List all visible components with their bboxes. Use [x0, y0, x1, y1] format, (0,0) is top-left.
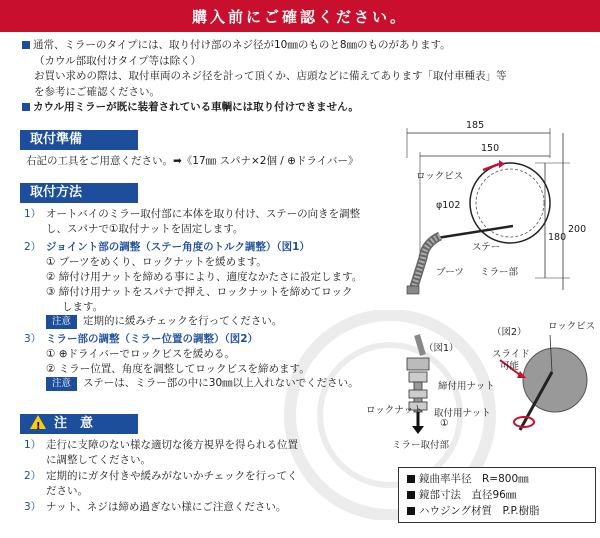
step-heading: ジョイント部の調整（ステー角度のトルク調整）（図1） — [46, 241, 310, 253]
intro-line: カウル用ミラーが既に装着されている車輌には取り付けできません。 — [33, 101, 359, 113]
fig2-label: （図2） — [492, 327, 527, 338]
step-text: オートバイのミラー取付部に本体を取り付け、ステーの向きを調整 — [46, 208, 361, 220]
step-2-item-1: ① ブーツをめくり、ロックナットを緩めます。 — [46, 256, 267, 268]
label-mount-nut: 取付用ナット — [434, 408, 491, 419]
step-heading: ミラー部の調整（ミラー位置の調整）（図2） — [46, 333, 259, 345]
dim-150: 150 — [481, 143, 500, 154]
caution-number: 3） — [24, 501, 42, 513]
section-header-caution — [20, 414, 138, 434]
label-possible: 可能 — [500, 361, 520, 372]
warning-icon — [30, 415, 46, 429]
dim-185: 185 — [466, 120, 485, 131]
intro-line: お買い求めの際は、取付車両のネジ径を計って頂くか、店頭などに備えてあります「取付車種表」等 — [34, 70, 507, 82]
spec-material: ハウジング材質 P.P.樹脂 — [419, 505, 540, 517]
label-circle-1: ① — [440, 418, 449, 429]
step-number: 3） — [24, 333, 42, 345]
step-number: 2） — [24, 241, 42, 253]
dim-200: 200 — [568, 224, 587, 235]
caution-number: 1） — [24, 439, 42, 451]
page-title: 購入前にご確認ください。 — [191, 7, 408, 26]
label-slide: スライド — [492, 349, 530, 360]
note-1 — [46, 314, 282, 329]
note-2 — [46, 376, 359, 391]
step-2-item-3: ③ 締付け用ナットをスパナで押え、ロックナットを締めてロック — [46, 286, 353, 298]
step-3-item-1: ① ⊕ドライバーでロックビスを緩める。 — [46, 348, 235, 360]
fig1-label: （図1） — [424, 343, 459, 354]
section-header-prep: 取付準備 — [20, 130, 138, 150]
label-tighten-nut: 締付用ナット — [438, 381, 495, 392]
step-2-item-3-cont: します。 — [62, 301, 104, 313]
step-2-item-2: ② 締付け用ナットを締める事により、適度なかたさに設定します。 — [46, 271, 363, 283]
bullet-icon — [22, 41, 30, 49]
bullet-icon — [407, 475, 415, 483]
dim-180: 180 — [548, 232, 567, 243]
label-mirror-mount: ミラー取付部 — [392, 440, 450, 451]
bullet-icon — [22, 103, 30, 111]
caution-number: 2） — [24, 470, 42, 482]
step-1-cont: し、スパナで①取付ナットを固定します。 — [46, 223, 244, 235]
caution-1-cont: に調整してください。 — [46, 454, 151, 466]
label-diameter: φ102 — [436, 200, 461, 211]
caution-title: 注 意 — [54, 416, 94, 431]
note-text: ステーは、ミラー部の中に30㎜以上入れないでください。 — [83, 377, 359, 389]
section-header-method: 取付方法 — [20, 183, 138, 203]
label-lock-screw: ロックビス — [416, 171, 464, 182]
note-tag: 注意 — [46, 315, 77, 329]
label-boots: ブーツ — [436, 267, 464, 278]
bullet-icon — [407, 491, 415, 499]
caution-text: ナット、ネジは締め過ぎない様にご注意ください。 — [46, 501, 287, 513]
bullet-icon — [407, 507, 415, 515]
spec-curvature: 鏡曲率半径 R=800㎜ — [419, 473, 529, 485]
label-lock-nut: ロックナット — [366, 405, 423, 416]
label-mirror-part: ミラー部 — [480, 267, 519, 278]
step-number: 1） — [24, 208, 42, 220]
label-lock-screw-fig2: ロックビス — [548, 321, 596, 332]
note-tag: 注意 — [46, 377, 77, 391]
step-2 — [24, 240, 310, 255]
label-stay: ステー — [472, 242, 501, 253]
spec-diameter: 鏡部寸法 直径96㎜ — [419, 489, 517, 501]
note-text: 定期的に緩みチェックを行ってください。 — [83, 315, 283, 327]
step-3-item-2: ② ミラー位置、角度を調整してロックビスを締めます。 — [46, 363, 310, 375]
intro-notes — [22, 38, 582, 116]
caution-3 — [24, 500, 286, 515]
spec-box — [398, 467, 596, 523]
caution-text: 定期的にガタ付きや緩みがないかチェックを行ってく — [46, 470, 298, 482]
caution-1 — [24, 438, 298, 453]
step-1 — [24, 207, 360, 222]
prep-text: 右記の工具をご用意ください。➡《17㎜ スパナ×2個 / ⊕ドライバー》 — [26, 155, 359, 167]
step-3 — [24, 332, 258, 347]
intro-line: （カウル部取付けタイプ等は除く） — [34, 54, 202, 67]
caution-text: 走行に支障のない様な適切な後方視界を得られる位置 — [46, 439, 298, 451]
header-bar — [0, 0, 600, 32]
caution-2 — [24, 469, 298, 484]
intro-line: を参考にご確認ください。 — [34, 85, 160, 98]
caution-2-cont: ださい。 — [46, 485, 88, 497]
intro-line: 通常、ミラーのタイプには、取り付け部のネジ径が10㎜のものと8㎜のものがあります。 — [33, 39, 451, 51]
